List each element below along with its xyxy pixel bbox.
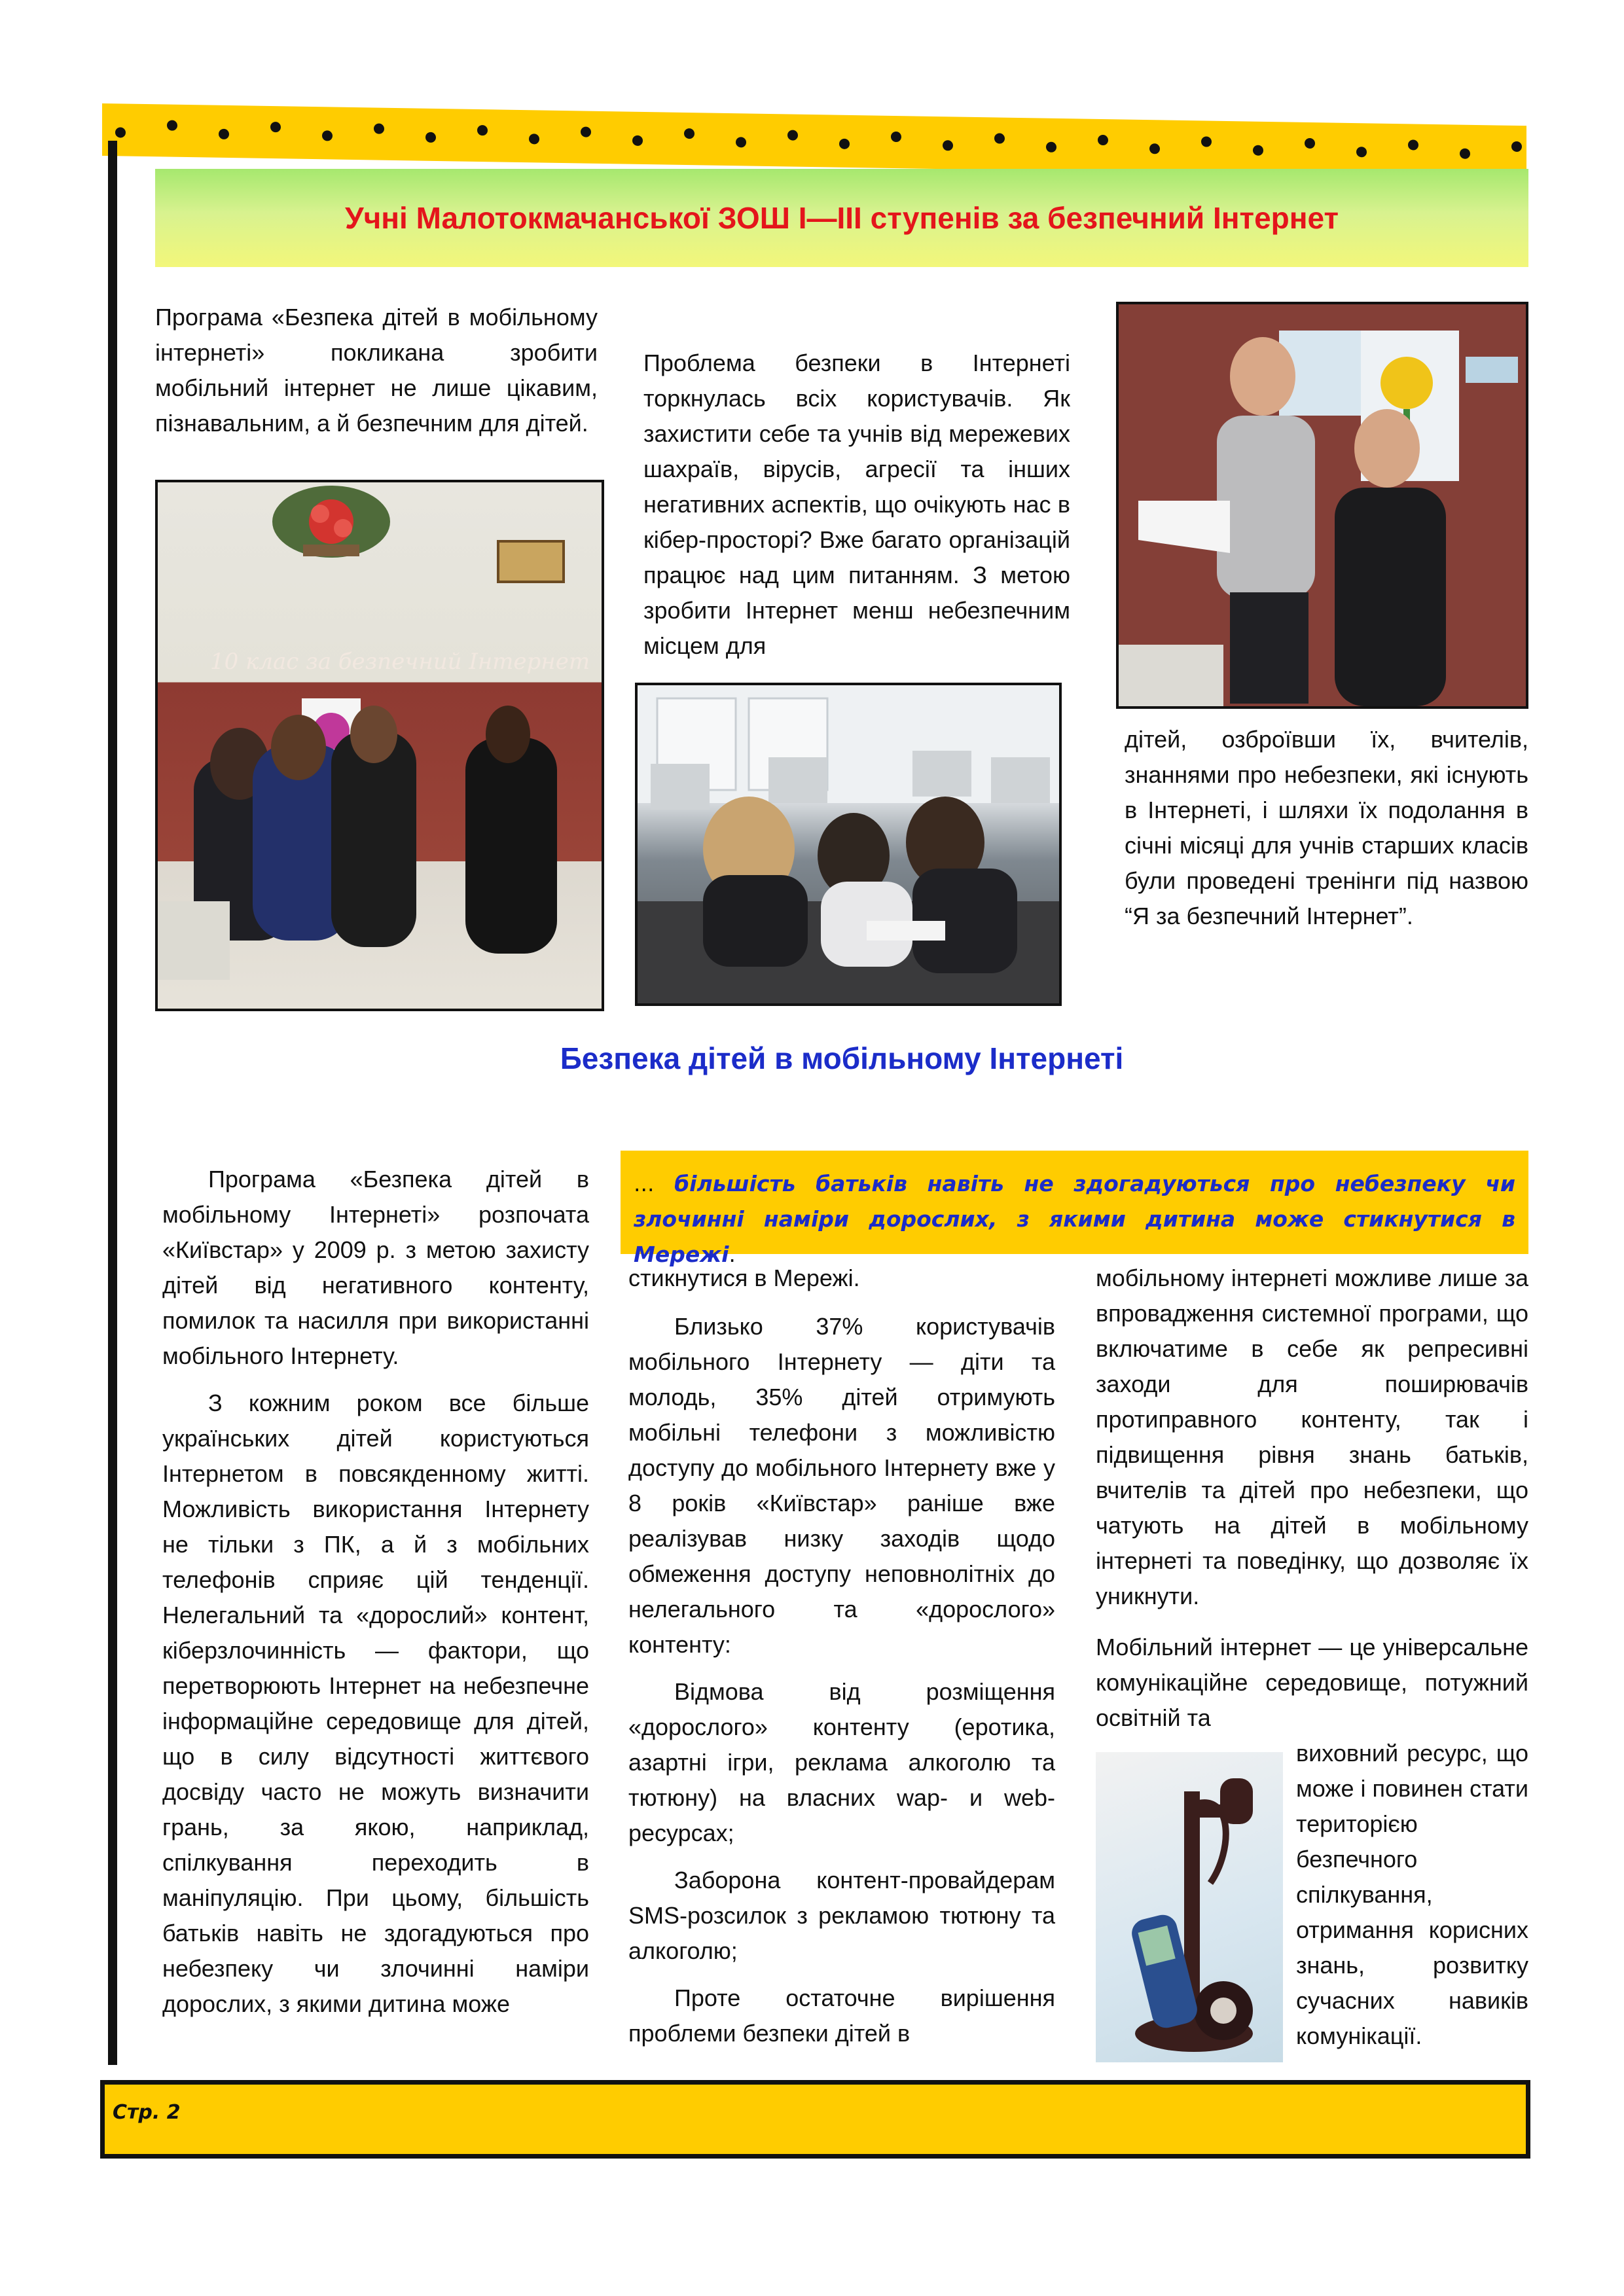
article-col3-paragraph: мобільному інтернеті можливе лише за впровадження системної програми, що включатиме в себе як репресивні заходи для поширювачів протиправного контенту, так і підвищення рівня знань батьків, вчителів та дітей про небезпеки, що чатують на дітей в мобільному інтернеті та поведінку, що дозволяє їх уникнути.	[1096, 1265, 1528, 1609]
headline-bar	[155, 169, 1528, 267]
band-dot	[839, 139, 850, 149]
band-dot	[632, 135, 643, 146]
pull-quote-ellipsis: ...	[634, 1171, 655, 1196]
pull-quote-box	[621, 1151, 1528, 1267]
band-dot	[477, 125, 488, 135]
band-dot	[1253, 145, 1263, 156]
headline-title: Учні Малотокмачанської ЗОШ І—ІІІ ступенів за безпечний Інтернет	[344, 201, 1339, 235]
band-dot	[994, 133, 1005, 143]
antique-telephone-image	[1096, 1752, 1283, 2062]
top-yellow-band	[102, 103, 1526, 178]
band-dot	[1460, 149, 1470, 159]
band-dot	[529, 134, 539, 144]
band-dot	[684, 128, 695, 139]
band-dot	[1149, 143, 1160, 154]
computer-lab-photo	[635, 683, 1062, 1006]
left-black-rule	[108, 141, 117, 2065]
article-col2-paragraph: Близько 37% користувачів мобільного Інтернету — діти та молодь, 35% дітей отримують мобільні телефони з можливістю доступу до мобільного Інтернету вже у 8 років «Київстар» раніше вже реалізував низку заходів щодо обмеження доступу неповнолітніх до нелегального та «дорослого» контенту:	[628, 1313, 1055, 1658]
page-number: Стр. 2	[113, 2101, 181, 2124]
top-col2-text: Проблема безпеки в Інтернеті торкнулась всіх користувачів. Як захистити себе та учнів від мережевих шахраїв, вірусів, агресії та інших негативних аспектів, що очікують нас в кібер-просторі? Вже багато організацій працює над цим питанням. З метою зробити Інтернет менш небезпечним місцем для	[643, 350, 1070, 659]
article-col2-paragraph: Заборона контент-провайдерам SMS-розсилок з рекламою тютюну та алкоголю;	[628, 1867, 1055, 1964]
top-col3-text: дітей, озброївши їх, вчителів, знаннями про небезпеки, які існують в Інтернеті, і шляхи їх подолання в січні місяці для учнів старших класів були проведені тренінги під назвою “Я за безпечний Інтернет”.	[1125, 726, 1528, 929]
band-dot	[736, 137, 746, 147]
band-dot	[1098, 135, 1108, 145]
article-col2-continuation: стикнутися в Мережі.	[628, 1265, 860, 1291]
band-dot	[1305, 138, 1315, 149]
band-dot	[115, 127, 126, 137]
top-col1-text: Програма «Безпека дітей в мобільному інтернеті» покликана зробити мобільний інтернет не лише цікавим, пізнавальним, а й безпечним для дітей.	[155, 304, 598, 437]
band-dot	[167, 120, 177, 131]
article-col3-side-text: виховний ресурс, що може і повинен стати територією безпечного спілкування, отримання корисних знань, розвитку сучасних навиків комунікації.	[1296, 1740, 1528, 2049]
board-chalk-caption: 10 клас за безпечний Інтернет	[210, 649, 590, 675]
students-presenting-photo	[1116, 302, 1528, 709]
band-dot	[1511, 141, 1522, 152]
article-col2	[628, 1261, 1055, 1308]
band-dot	[322, 130, 333, 141]
pull-quote-text: більшість батьків навіть не здогадуються про небезпеку чи злочинні наміри дорослих, з якими дитина може стикнутися в Мережі	[634, 1171, 1516, 1267]
article-col1-paragraph: З кожним роком все більше українських дітей користуються Інтернетом в повсякденному житті. Можливість використання Інтернету не тільки з ПК, а й з мобільних телефонів сприяє цій тенденції. Нелегальний та «дорослий» контент, кіберзлочинність — фактори, що перетворюють Інтернет на небезпечне інформаційне середовище для дітей, що в силу відсутності життєвого досвіду часто не можуть визначити грань, за якою, наприклад, спілкування переходить в маніпуляцію. При цьому, більшість батьків навіть не здогадуються про небезпеку чи злочинні наміри дорослих, з якими дитина може	[162, 1390, 589, 2017]
article-col2-paragraph: Відмова від розміщення «дорослого» контенту (еротика, азартні ігри, реклама алкоголю та тютюну) на власних wap- и web-ресурсах;	[628, 1678, 1055, 1846]
band-dot	[270, 122, 281, 132]
band-dot	[1408, 139, 1418, 150]
article-col2-paragraph: Проте остаточне вирішення проблеми безпеки дітей в	[628, 1984, 1055, 2047]
band-dot	[425, 132, 436, 143]
section-title: Безпека дітей в мобільному Інтернеті	[560, 1041, 1124, 1075]
band-dot	[1046, 142, 1056, 152]
band-dot	[891, 132, 901, 142]
pull-quote-end: .	[729, 1242, 736, 1267]
classroom-board-photo	[155, 480, 604, 1011]
article-col1	[162, 1162, 589, 2034]
band-dot	[219, 129, 229, 139]
band-dot	[787, 130, 798, 140]
article-col1-paragraph: Програма «Безпека дітей в мобільному Інтернеті» розпочата «Київстар» у 2009 р. з метою захисту дітей від негативного контенту, помилок та насилля при використанні мобільного Інтернету.	[162, 1166, 589, 1369]
article-col2-body	[628, 1309, 1055, 2063]
band-dot	[1201, 136, 1212, 147]
band-dot	[943, 140, 953, 151]
band-dot	[374, 124, 384, 134]
band-dot	[1356, 147, 1367, 157]
bottom-yellow-band	[100, 2080, 1530, 2159]
article-col3-paragraph-b: Мобільний інтернет — це універсальне комунікаційне середовище, потужний освітній та	[1096, 1634, 1528, 1731]
band-dot	[581, 126, 591, 137]
